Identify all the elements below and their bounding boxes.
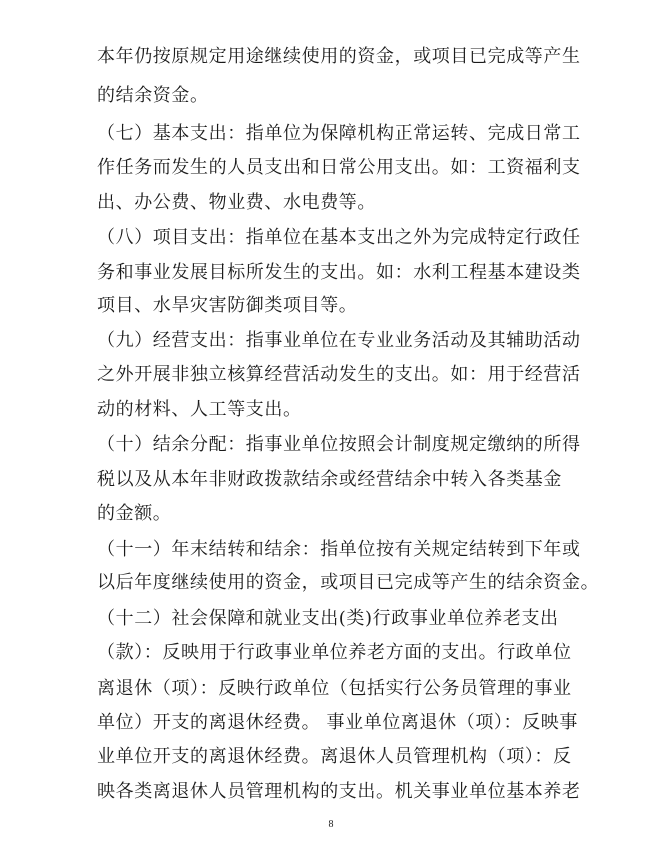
text-line: （七）基本支出：指单位为保障机构正常运转、完成日常工 <box>97 123 581 144</box>
text-line: 业单位开支的离退休经费。离退休人员管理机构（项）：反 <box>97 746 572 767</box>
text-line: 作任务而发生的人员支出和日常公用支出。如：工资福利支 <box>97 157 581 178</box>
text-line: 单位）开支的离退休经费。 事业单位离退休（项）：反映事 <box>97 712 578 733</box>
text-line: （十）结余分配：指事业单位按照会计制度规定缴纳的所得 <box>97 434 581 455</box>
text-line: （十二）社会保障和就业支出(类)行政事业单位养老支出 <box>97 608 559 629</box>
text-line: 之外开展非独立核算经营活动发生的支出。如：用于经营活 <box>97 364 581 385</box>
text-line: 项目、水旱灾害防御类项目等。 <box>97 295 358 316</box>
text-line: 税以及从本年非财政拨款结余或经营结余中转入各类基金 <box>97 469 562 490</box>
text-line: （十一）年末结转和结余：指单位按有关规定结转到下年或 <box>97 539 581 560</box>
text-line: 以后年度继续使用的资金，或项目已完成等产生的结余资金。 <box>97 572 600 593</box>
text-line: 出、办公费、物业费、水电费等。 <box>97 192 376 213</box>
text-line: 映各类离退休人员管理机构的支出。机关事业单位基本养老 <box>97 781 581 802</box>
text-line: 的结余资金。 <box>97 85 209 106</box>
text-line: （款）：反映用于行政事业单位养老方面的支出。行政单位 <box>97 642 572 663</box>
text-line: 的金额。 <box>97 503 172 524</box>
text-line: 本年仍按原规定用途继续使用的资金，或项目已完成等产生 <box>97 46 581 67</box>
text-line: （八）项目支出：指单位在基本支出之外为完成特定行政任 <box>97 227 581 248</box>
text-line: 离退休（项）：反映行政单位（包括实行公务员管理的事业 <box>97 678 572 699</box>
text-line: 动的材料、人工等支出。 <box>97 399 302 420</box>
page-number: 8 <box>328 819 334 830</box>
text-line: 务和事业发展目标所发生的支出。如：水利工程基本建设类 <box>97 262 581 283</box>
text-line: （九）经营支出：指事业单位在专业业务活动及其辅助活动 <box>97 330 581 351</box>
